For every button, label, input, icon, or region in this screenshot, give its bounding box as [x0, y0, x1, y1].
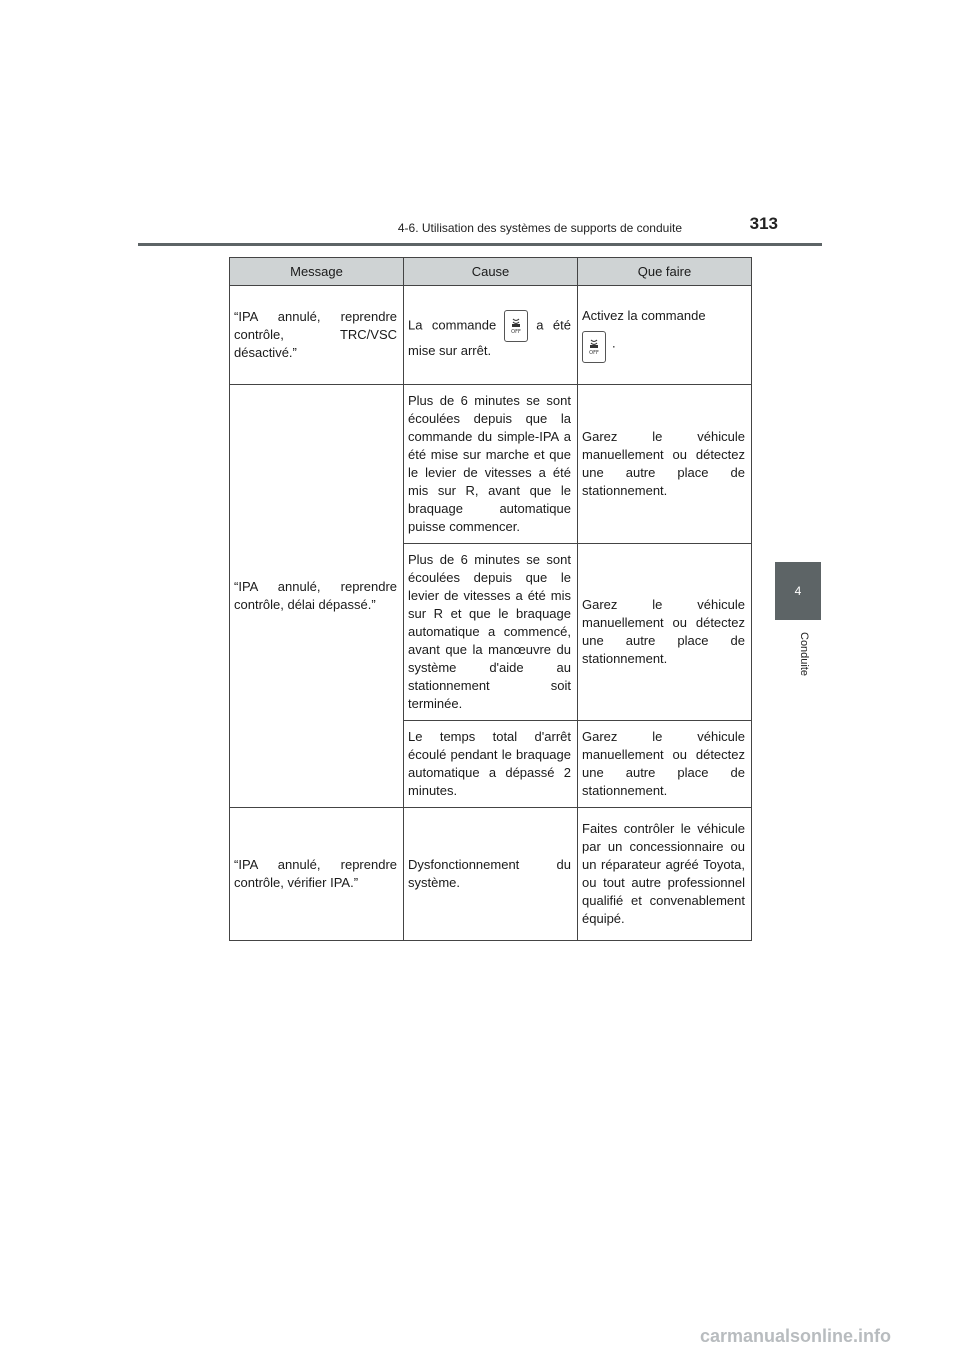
- message-text: “IPA annulé, reprendre contrôle, TRC/VSC désactivé.”: [234, 309, 397, 360]
- section-title: 4-6. Utilisation des systèmes de supports de conduite: [397, 221, 682, 235]
- message-cell: “IPA annulé, reprendre contrôle, vérifier IPA.”: [230, 808, 404, 941]
- action-cell: Garez le véhicule manuellement ou détectez une autre place de stationnement.: [578, 385, 752, 544]
- action-cell: Garez le véhicule manuellement ou détectez une autre place de stationnement.: [578, 544, 752, 721]
- table-header-row: [230, 258, 752, 286]
- cause-cell: Plus de 6 minutes se sont écoulées depuis que la commande du simple-IPA a été mise sur marche et que le levier de vitesses a été mis sur R, avant que le braquage automatique puisse commencer.: [404, 385, 578, 544]
- message-cell: [230, 286, 404, 385]
- column-header-cause: Cause: [404, 258, 578, 286]
- svg-text:OFF: OFF: [511, 329, 522, 335]
- header-rule: [138, 243, 822, 246]
- table-row: [230, 385, 752, 544]
- chapter-label: Conduite: [798, 632, 810, 677]
- cause-cell: Plus de 6 minutes se sont écoulées depuis que le levier de vitesses a été mis sur R et que le braquage automatique a commencé, avant que la manœuvre du système d'aide au stationnement soit terminée.: [404, 544, 578, 721]
- chapter-tab: [775, 562, 821, 620]
- cause-text-end: a été mise sur arrêt.: [408, 317, 571, 358]
- cause-cell: [404, 286, 578, 385]
- cause-cell: Le temps total d'arrêt écoulé pendant le braquage automatique a dépassé 2 minutes.: [404, 721, 578, 808]
- message-text: “IPA annulé, reprendre contrôle, délai dépassé.”: [234, 579, 397, 612]
- table-row: [230, 808, 752, 941]
- page-number: 313: [749, 214, 778, 233]
- cause-text-start: La commande: [408, 317, 497, 333]
- action-text-start: Activez la commande: [582, 308, 706, 323]
- vsc-off-switch-icon: [582, 331, 606, 363]
- action-cell: Garez le véhicule manuellement ou détectez une autre place de stationnement.: [578, 721, 752, 808]
- column-header-message: Message: [230, 258, 404, 286]
- action-text-end: .: [612, 335, 616, 351]
- chapter-number: 4: [794, 584, 802, 598]
- action-cell: Faites contrôler le véhicule par un concessionnaire ou un réparateur agréé Toyota, ou tout autre professionnel qualifié et convenablement équipé.: [578, 808, 752, 941]
- column-header-action: Que faire: [578, 258, 752, 286]
- message-table: [229, 257, 752, 941]
- svg-text:OFF: OFF: [589, 350, 599, 356]
- table-row: [230, 286, 752, 385]
- cause-cell: Dysfonctionnement du système.: [404, 808, 578, 941]
- action-cell: [578, 286, 752, 385]
- message-cell: [230, 385, 404, 808]
- watermark: carmanualsonline.info: [700, 1326, 892, 1346]
- vsc-off-switch-icon: [504, 310, 528, 342]
